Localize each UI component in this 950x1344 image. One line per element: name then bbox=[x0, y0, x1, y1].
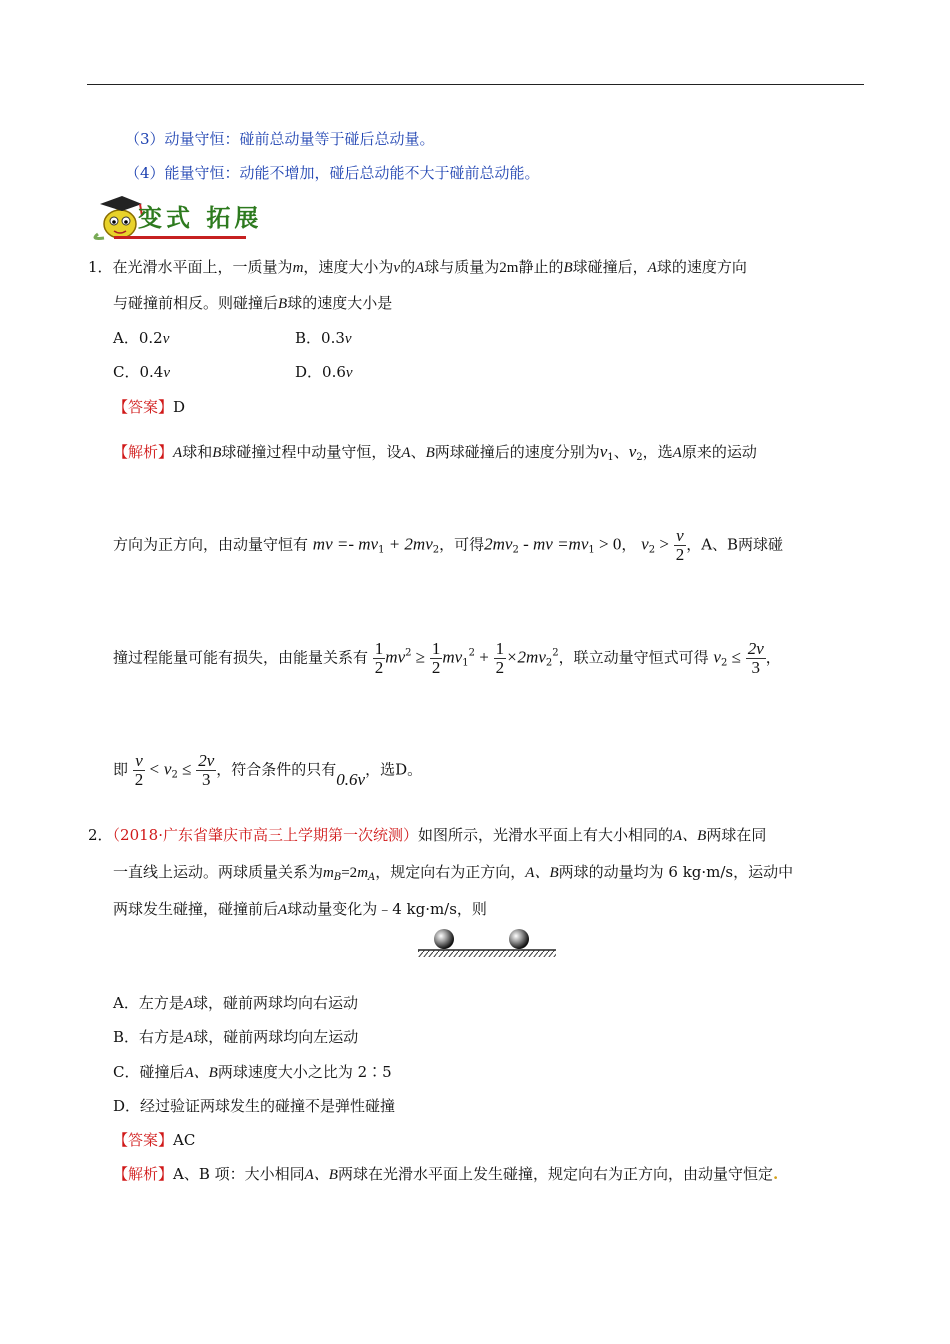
q1-option-a[interactable]: A．0.2v bbox=[113, 329, 170, 347]
banner-underline bbox=[114, 236, 246, 239]
point-3: （3）动量守恒：碰前总动量等于碰后总动量。 bbox=[125, 130, 435, 148]
banner-title: 变式 拓展 bbox=[138, 204, 263, 232]
q2-option-b[interactable]: B．右方是A球，碰前两球均向左运动 bbox=[113, 1028, 359, 1046]
q2-option-d[interactable]: D．经过验证两球发生的碰撞不是弹性碰撞 bbox=[113, 1097, 396, 1115]
point-4: （4）能量守恒：动能不增加，碰后总动能不大于碰前总动能。 bbox=[125, 164, 540, 182]
variant-banner bbox=[84, 190, 263, 242]
two-balls-figure bbox=[418, 928, 556, 960]
q1-analysis-line3: 撞过程能量可能有损失，由能量关系有 $\frac{1}{2}$ $mv^2$ ≥ $\frac{1}{2}$ $mv_1^2$ + $\frac{1}{2}$ $\times 2mv_2^2$，联立动量守恒式可得 $v_2$ ≤ $\frac{2v}{3}$ ， bbox=[113, 639, 781, 677]
q2-option-c[interactable]: C．碰撞后A、B两球速度大小之比为 2∶5 bbox=[113, 1063, 392, 1081]
header-rule bbox=[87, 84, 864, 85]
q1-analysis-line1: 【解析】A球和B球碰撞过程中动量守恒，设A、B两球碰撞后的速度分别为$v_1$、$v_2$，选A原来的运动 bbox=[113, 442, 757, 463]
q1-analysis-line4: 即 $\frac{v}{2}$ < $v_2$ ≤ $\frac{2v}{3}$ ，符合条件的只有0.6v，选D。 bbox=[113, 751, 423, 789]
q1-option-d[interactable]: D．0.6v bbox=[295, 363, 353, 381]
ball-right bbox=[509, 929, 529, 949]
q2-answer: 【答案】AC bbox=[113, 1131, 196, 1149]
q2-stem-line1: 2．（2018·广东省肇庆市高三上学期第一次统测）如图所示，光滑水平面上有大小相同的A、B两球在同 bbox=[88, 826, 767, 844]
q1-answer: 【答案】D bbox=[113, 398, 186, 416]
q2-stem-line2: 一直线上运动。两球质量关系为$m_B=2m_A$，规定向右为正方向，A、B两球的动量均为 6 kg·m/s，运动中 bbox=[113, 863, 794, 883]
q2-option-a[interactable]: A．左方是A球，碰前两球均向右运动 bbox=[113, 994, 359, 1012]
q1-option-b[interactable]: B．0.3v bbox=[295, 329, 352, 347]
q1-option-c[interactable]: C．0.4v bbox=[113, 363, 171, 381]
ball-left bbox=[434, 929, 454, 949]
q1-stem-line1: 1．在光滑水平面上，一质量为m，速度大小为v的A球与质量为2m静止的B球碰撞后，A球的速度方向 bbox=[88, 258, 747, 276]
ground-hatch bbox=[418, 950, 556, 957]
q2-stem-line3: 两球发生碰撞，碰撞前后A球动量变化为﹣4 kg·m/s，则 bbox=[113, 900, 487, 918]
q2-analysis: 【解析】A、B 项：大小相同A、B两球在光滑水平面上发生碰撞，规定向右为正方向，由动量守恒定. bbox=[113, 1165, 779, 1183]
q1-stem-line2: 与碰撞前相反。则碰撞后B球的速度大小是 bbox=[113, 294, 393, 312]
q1-analysis-line2: 方向为正方向，由动量守恒有 mv =- $mv_1 + 2mv_2$，可得$2mv_2$ - mv $=mv_1 > 0$， $v_2$ > $\frac{v}{2}$ ，A、B两球碰 bbox=[113, 526, 784, 564]
